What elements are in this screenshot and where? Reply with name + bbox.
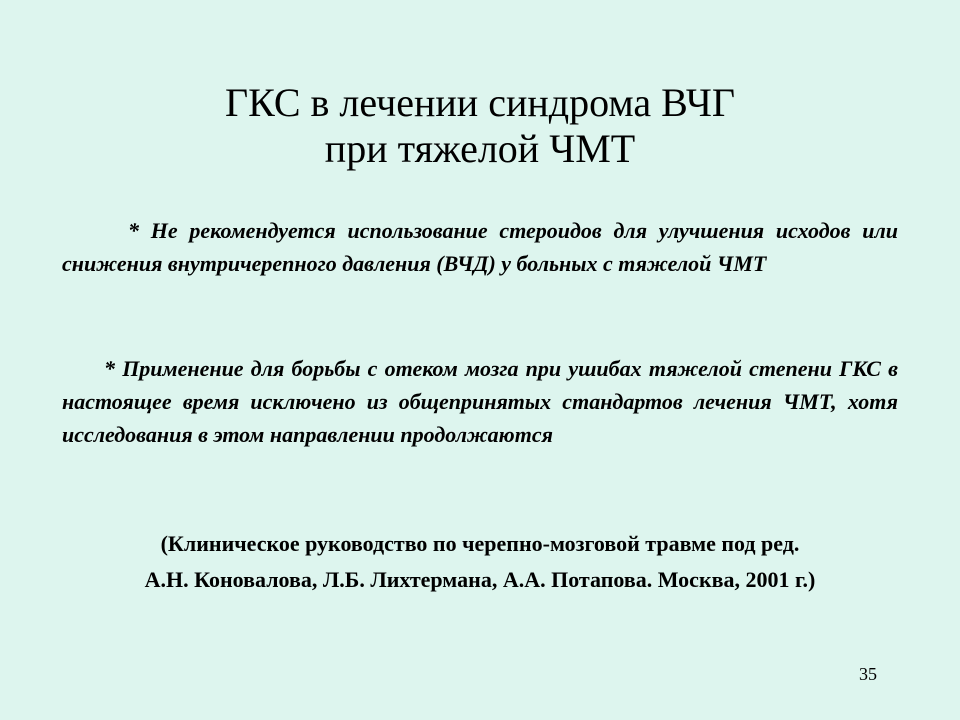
paragraph-2: * Применение для борьбы с отеком мозга при ушибах тяжелой степени ГКС в настоящее время исключено из общепринятых стандартов лечения ЧМТ, хотя исследования в этом направлении продолжаются <box>62 356 898 447</box>
slide-title-line-1: ГКС в лечении синдрома ВЧГ <box>225 80 735 125</box>
paragraph-1: * Не рекомендуется использование стероидов для улучшения исходов или снижения внутричерепного давления (ВЧД) у больных с тяжелой ЧМТ <box>62 218 898 276</box>
reference-line-2: А.Н. Коновалова, Л.Б. Лихтермана, А.А. Потапова. Москва, 2001 г.) <box>144 567 816 592</box>
slide-title <box>60 80 900 172</box>
slide-title-line-2: при тяжелой ЧМТ <box>324 126 636 171</box>
page-number: 35 <box>859 664 877 684</box>
reference-citation <box>60 526 900 598</box>
reference-line-1: (Клиническое руководство по черепно-мозговой травме под ред. <box>160 531 800 556</box>
